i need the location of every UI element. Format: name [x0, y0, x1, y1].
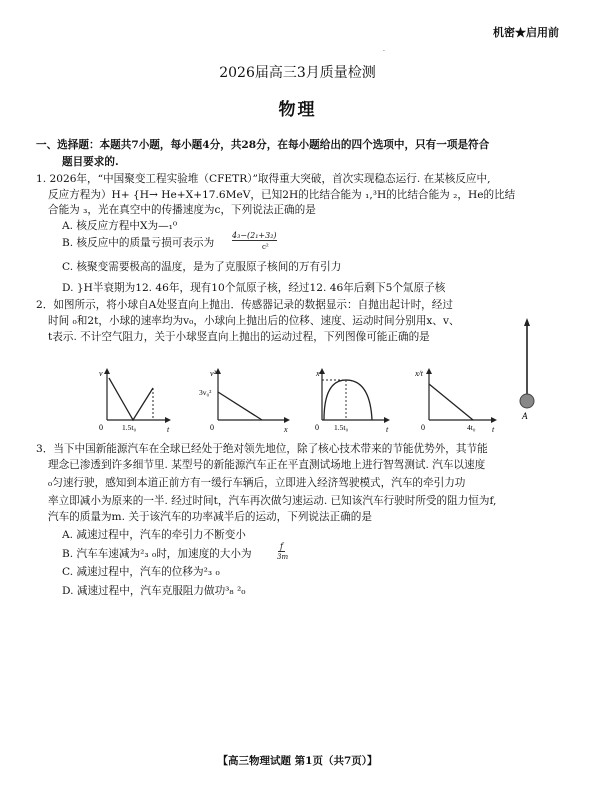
- svg-text:3v₀²: 3v₀²: [199, 388, 212, 397]
- q1-formula-b-num: 4₃−(2₁+3₂): [232, 231, 277, 240]
- q3-option-c: C. 减速过程中，汽车的位移为²₃ ₀: [62, 566, 220, 578]
- confidential-label: 机密★启用前: [493, 26, 559, 39]
- graph-d: [415, 366, 501, 434]
- q1-line1: 1. 2026年，“中国聚变工程实验堆（CFETR）”取得重大突破，首次实现稳态运行. 在某核反应中,: [36, 173, 491, 185]
- q1-line2: 反应方程为）H+ {H→ He+X+17.6MeV，已知2H的比结合能为 ₁,³H的比结合能为 ₂，He的比结: [48, 189, 516, 201]
- q2-line1: 2．如图所示，将小球自A处竖直向上抛出．传感器记录的数据显示：自抛出起计时，经过: [36, 299, 453, 311]
- svg-text:t: t: [167, 425, 170, 434]
- ball-icon: [520, 394, 534, 408]
- svg-text:0: 0: [210, 423, 214, 432]
- section-heading-line1: 一、选择题：本题共7小题，每小题4分，共28分，在每小题给出的四个选项中，只有一项是符合: [36, 139, 490, 151]
- subject-title: 物理: [278, 100, 317, 120]
- exam-title: 2026届高三3月质量检测: [219, 65, 376, 81]
- svg-text:v: v: [99, 369, 103, 378]
- q3-line4: 率立即减小为原来的一半. 经过时间t，汽车再次做匀速运动. 已知该汽车行驶时所受的阻力恒为f,: [48, 495, 497, 507]
- svg-text:0: 0: [315, 423, 319, 432]
- graph-b: [196, 366, 296, 434]
- q3-option-d: D. 减速过程中，汽车克服阻力做功³₈ ²₀: [62, 585, 246, 597]
- svg-text:x: x: [316, 369, 320, 378]
- q3-option-a: A. 减速过程中，汽车的牵引力不断变小: [62, 529, 246, 541]
- scan-dot: ·: [383, 48, 385, 55]
- graph-a: [95, 366, 175, 434]
- q3-line2: 理念已渗透到许多细节里. 某型号的新能源汽车正在平直测试场地上进行智驾测试. 汽车以速度: [48, 459, 486, 471]
- svg-text:t: t: [492, 425, 495, 434]
- svg-text:x/t: x/t: [415, 369, 423, 378]
- arrow-up-icon: [524, 318, 530, 326]
- ball-label: A: [522, 411, 528, 421]
- q1-line3: 合能为 ₃，光在真空中的传播速度为c，下列说法正确的是: [48, 204, 316, 216]
- svg-text:v²: v²: [210, 369, 216, 378]
- section-heading-line2: 题目要求的.: [62, 156, 119, 168]
- svg-text:4t₀: 4t₀: [467, 423, 476, 432]
- q3-line3: ₀匀速行驶，感知到本道正前方有一缓行车辆后，立即进入经济驾驶模式，汽车的牵引力功: [48, 477, 466, 489]
- svg-text:1.5t₀: 1.5t₀: [334, 423, 349, 432]
- q3-option-b: B. 汽车车速减为²₃ ₀时，加速度的大小为: [62, 548, 252, 560]
- svg-text:x: x: [284, 425, 288, 434]
- q2-line2: 时间 ₀和2t，小球的速率均为v₀，小球向上抛出后的位移、速度、运动时间分别用x、v、: [48, 315, 460, 327]
- q3-b-frac-den: 3m: [277, 553, 289, 561]
- svg-text:0: 0: [99, 423, 103, 432]
- page-footer: 【高三物理试题 第1页（共7页）】: [217, 755, 378, 767]
- q1-option-d: D. }H半衰期为12. 46年，现有10个氚原子核，经过12. 46年后剩下5个氚原子核: [62, 282, 446, 294]
- q2-line3: t表示. 不计空气阻力，关于小球竖直向上抛出的运动过程，下列图像可能正确的是: [48, 331, 430, 343]
- svg-text:t: t: [386, 425, 389, 434]
- q1-option-b: B. 核反应中的质量亏损可表示为: [62, 237, 215, 249]
- svg-text:0: 0: [421, 423, 425, 432]
- q1-option-a: A. 核反应方程中X为—₁⁰: [62, 220, 178, 232]
- q1-formula-b-den: c²: [262, 243, 269, 251]
- q3-b-frac-num: f: [280, 542, 283, 551]
- q3-line5: 汽车的质量为m. 关于该汽车的功率减半后的运动，下列说法正确的是: [48, 511, 372, 523]
- svg-text:1.5t₀: 1.5t₀: [122, 423, 137, 432]
- ball-diagram: [510, 318, 550, 423]
- graph-c: [312, 366, 394, 434]
- q1-option-c: C. 核聚变需要极高的温度，是为了克服原子核间的万有引力: [62, 261, 342, 273]
- q3-line1: 3．当下中国新能源汽车在全球已经处于绝对领先地位，除了核心技术带来的节能优势外，其节能: [36, 443, 488, 455]
